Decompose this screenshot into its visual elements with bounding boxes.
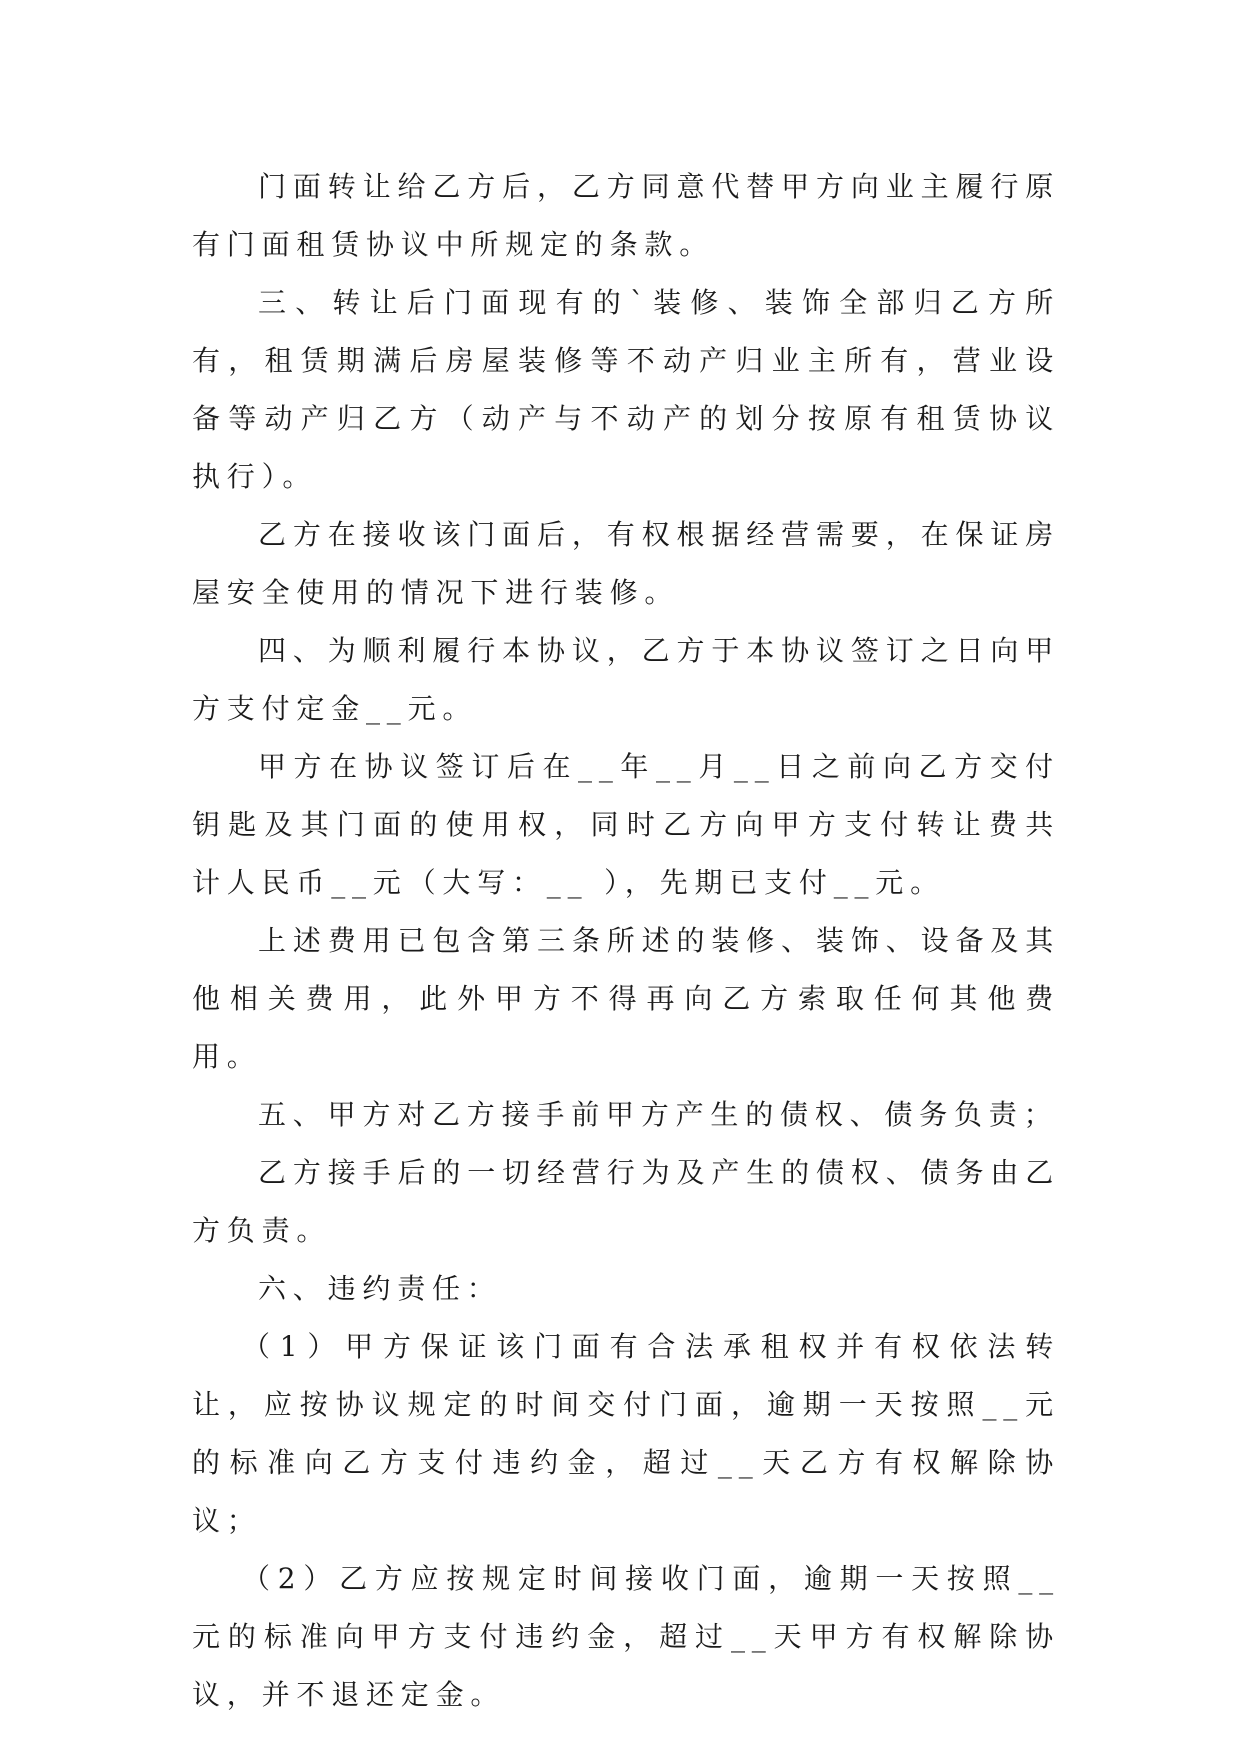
paragraph: 乙方在接收该门面后，有权根据经营需要，在保证房屋安全使用的情况下进行装修。: [192, 518, 1060, 609]
paragraph: （2）乙方应按规定时间接收门面，逾期一天按照__元的标准向甲方支付违约金，超过__天甲方有权解除协议，并不退还定金。: [192, 1562, 1060, 1711]
paragraph: （1）甲方保证该门面有合法承租权并有权依法转让，应按协议规定的时间交付门面，逾期一天按照__元的标准向乙方支付违约金，超过__天乙方有权解除协议；: [192, 1330, 1060, 1537]
paragraph: 三、转让后门面现有的`装修、装饰全部归乙方所有，租赁期满后房屋装修等不动产归业主所有，营业设备等动产归乙方（动产与不动产的划分按原有租赁协议执行）。: [192, 286, 1060, 493]
paragraph: 乙方接手后的一切经营行为及产生的债权、债务由乙方负责。: [192, 1156, 1060, 1247]
paragraph: 五、甲方对乙方接手前甲方产生的债权、债务负责；: [258, 1098, 1059, 1131]
paragraph: 四、为顺利履行本协议，乙方于本协议签订之日向甲方支付定金__元。: [192, 634, 1060, 725]
document-body: [192, 158, 1060, 1724]
paragraph: 甲方在协议签订后在__年__月__日之前向乙方交付钥匙及其门面的使用权，同时乙方向甲方支付转让费共计人民币__元（大写：__ ），先期已支付__元。: [192, 750, 1060, 899]
paragraph: 门面转让给乙方后，乙方同意代替甲方向业主履行原有门面租赁协议中所规定的条款。: [192, 170, 1060, 261]
paragraph: 六、违约责任：: [258, 1272, 502, 1305]
paragraph: 上述费用已包含第三条所述的装修、装饰、设备及其他相关费用，此外甲方不得再向乙方索取任何其他费用。: [192, 924, 1060, 1073]
